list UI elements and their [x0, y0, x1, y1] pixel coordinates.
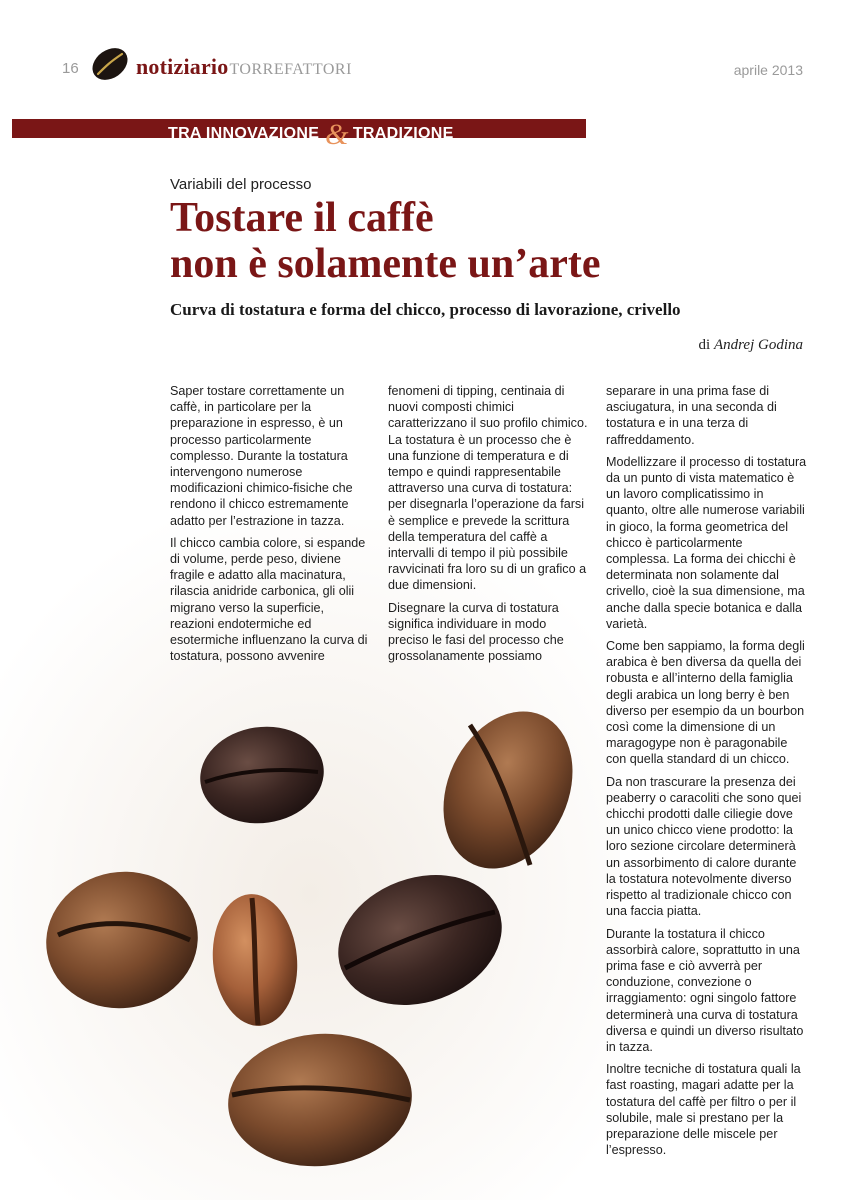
paragraph: Durante la tostatura il chicco assorbirà calore, soprattutto in una prima fase e ciò avverrà per conduzione, convezione o irraggiamento: ogni singolo fattore determinerà una curva di tostatura diversa e quindi un diverso risultato in tazza.: [606, 926, 804, 1054]
article-column-1: [170, 383, 370, 670]
brand-logo: [136, 54, 352, 80]
page-header: [0, 0, 855, 110]
article-subtitle: Curva di tostatura e forma del chicco, processo di lavorazione, crivello: [170, 300, 681, 319]
byline-prefix: di: [698, 337, 711, 353]
brand-primary: notiziario: [136, 54, 229, 79]
section-ampersand: &: [325, 118, 349, 151]
section-title: [168, 118, 454, 151]
issue-date: aprile 2013: [733, 62, 803, 78]
coffee-bean-icon: [88, 44, 132, 84]
paragraph: fenomeni di tipping, centinaia di nuovi composti chimici caratterizzano il suo profilo chimico. La tostatura è un processo che è una funzione di temperatura e di tempo e quindi rappresentabile attraverso una curva di tostatura: per disegnarla l’operazione da farsi è semplice e prevede la scrittura della temperatura del caffè a intervalli di tempo il più possibile ravvicinati fra loro su di un grafico a due dimensioni.: [388, 384, 588, 593]
section-title-part1: TRA INNOVAZIONE: [168, 125, 320, 142]
article-column-3: [606, 383, 808, 1164]
paragraph: separare in una prima fase di asciugatura, in una seconda di tostatura e in una terza di raffreddamento.: [606, 384, 777, 447]
section-title-part2: TRADIZIONE: [352, 125, 454, 142]
title-line-2: non è solamente un’arte: [170, 241, 601, 287]
article-byline: [699, 337, 803, 354]
author-name: Andrej Godina: [713, 337, 803, 353]
paragraph: Il chicco cambia colore, si espande di volume, perde peso, diviene fragile e adatto alla macinatura, rilascia anidride carbonica, gli olii migrano verso la superficie, reazioni endotermiche ed esotermiche influenzano la curva di tostatura, possono avvenire: [170, 535, 368, 664]
brand-secondary: TORREFATTORI: [229, 61, 352, 78]
paragraph: Da non trascurare la presenza dei peaberry o caracoliti che sono quei chicchi prodotti dalle ciliegie dove un unico chicco viene prodotto: la loro sezione circolare determinerà un assorbimento di calore durante la tostatura notevolmente diverso rispetto al tradizionale chicco con una faccia piatta.: [606, 774, 802, 919]
page-number: 16: [62, 60, 79, 77]
paragraph: Saper tostare correttamente un caffè, in particolare per la preparazione in espresso, è un processo particolarmente complesso. Durante la tostatura intervengono numerose modificazioni chimico-fisiche che rendono il chicco estremamente adatto per l’estrazione in tazza.: [170, 384, 353, 528]
paragraph: Modellizzare il processo di tostatura da un punto di vista matematico è un lavoro complicatissimo in quanto, oltre alle numerose variabili in gioco, la forma geometrica del chicco è particolarmente complessa. La forma dei chicchi è determinata non solamente dal crivello, cioè la sua dimensione, ma anche dalla specie botanica e dalla varietà.: [606, 454, 807, 631]
title-line-1: Tostare il caffè: [170, 195, 434, 241]
paragraph: Come ben sappiamo, la forma degli arabica è ben diversa da quella dei robusta e all’interno della famiglia degli arabica un long berry è ben diverso per esempio da un bourbon così come la dimensione di un maragogype non è paragonabile con quella standard di un chicco.: [606, 639, 805, 767]
paragraph: Inoltre tecniche di tostatura quali la fast roasting, magari adatte per la tostatura del caffè per filtro o per il solubile, male si prestano per la preparazione delle miscele per l’espresso.: [606, 1062, 801, 1158]
paragraph: Disegnare la curva di tostatura significa individuare in modo preciso le fasi del processo che grossolanamente possiamo: [388, 600, 564, 664]
article-column-2: [388, 383, 588, 670]
article-kicker: Variabili del processo: [170, 176, 312, 193]
article-title: [170, 195, 810, 287]
